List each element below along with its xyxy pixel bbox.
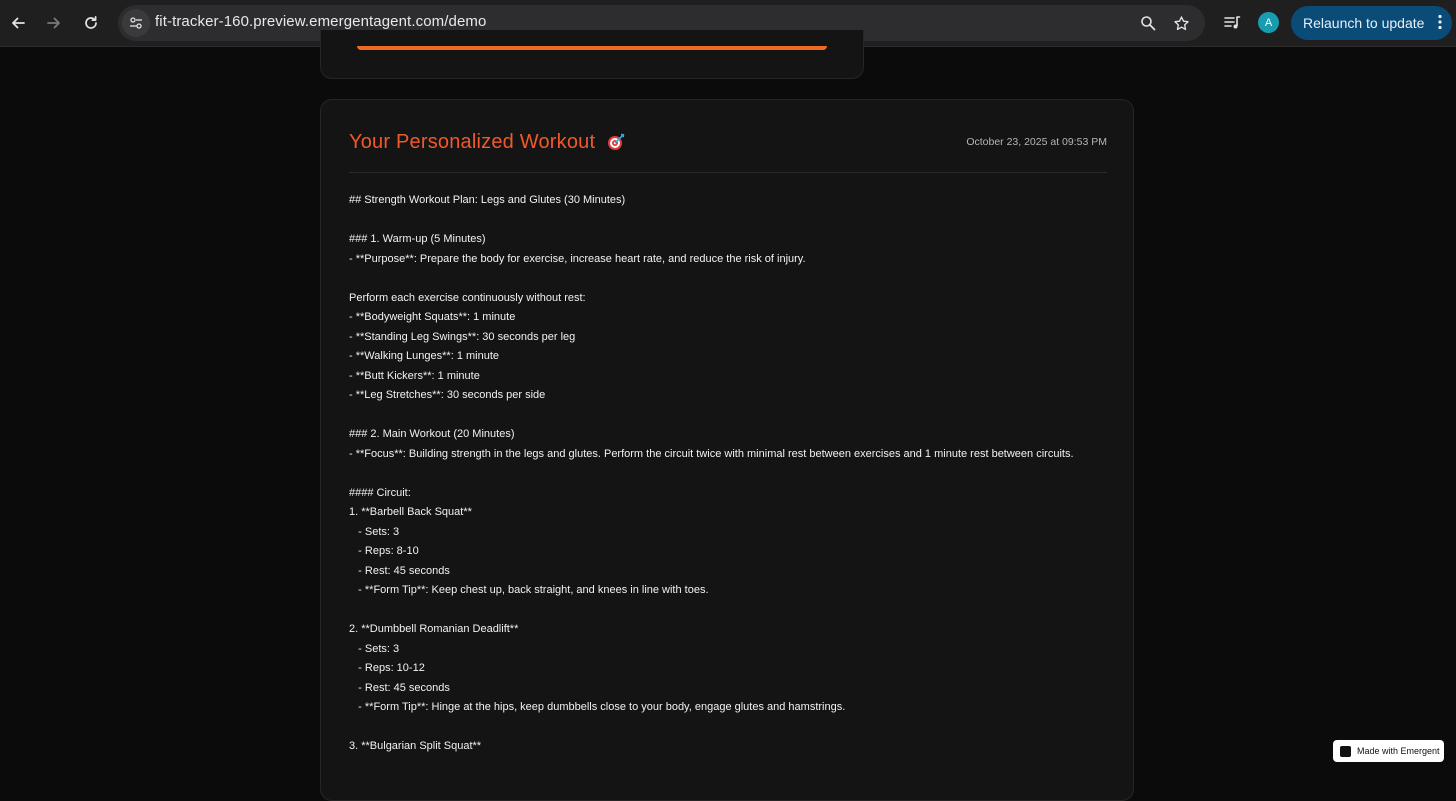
more-vert-icon bbox=[1438, 14, 1442, 30]
profile-avatar[interactable]: A bbox=[1258, 12, 1279, 33]
plan-line: - Sets: 3 bbox=[349, 525, 400, 538]
plan-line: - Rest: 45 seconds bbox=[349, 681, 450, 694]
plan-line: - **Butt Kickers**: 1 minute bbox=[349, 369, 480, 382]
relaunch-label: Relaunch to update bbox=[1303, 15, 1425, 31]
blank-line bbox=[349, 464, 1097, 484]
workout-title bbox=[349, 131, 625, 157]
blank-line bbox=[349, 406, 1097, 426]
blank-line bbox=[349, 601, 1097, 621]
plan-line: - Reps: 10-12 bbox=[349, 662, 425, 674]
back-button[interactable] bbox=[3, 8, 33, 38]
workout-date: October 23, 2025 at 09:53 PM bbox=[966, 136, 1107, 148]
plan-line: - **Focus**: Building strength in the legs and glutes. Perform the circuit twice with minimal rest between exercises and 1 minute rest between circuits. bbox=[349, 447, 1074, 460]
plan-line: ### 1. Warm-up (5 Minutes) bbox=[349, 233, 486, 245]
zoom-button[interactable] bbox=[1136, 11, 1160, 35]
tune-icon bbox=[129, 16, 143, 30]
relaunch-button[interactable] bbox=[1291, 6, 1452, 40]
plan-line: 1. **Barbell Back Squat** bbox=[349, 506, 472, 518]
reload-icon bbox=[83, 15, 99, 31]
plan-line: - Reps: 8-10 bbox=[349, 545, 419, 557]
made-with-emergent-badge[interactable] bbox=[1333, 740, 1444, 762]
forward-arrow-icon bbox=[46, 15, 62, 31]
plan-line: ## Strength Workout Plan: Legs and Glutes (30 Minutes) bbox=[349, 194, 626, 206]
search-icon bbox=[1140, 15, 1156, 31]
plan-line: Perform each exercise continuously without rest: bbox=[349, 291, 586, 304]
plan-line: - **Form Tip**: Keep chest up, back straight, and knees in line with toes. bbox=[349, 584, 709, 596]
plan-line: - **Bodyweight Squats**: 1 minute bbox=[349, 311, 516, 323]
divider bbox=[349, 172, 1107, 173]
reload-button[interactable] bbox=[76, 8, 106, 38]
emergent-logo-icon bbox=[1340, 746, 1351, 757]
workout-plan-text bbox=[349, 191, 1097, 757]
url-text[interactable]: fit-tracker-160.preview.emergentagent.com/demo bbox=[155, 13, 487, 30]
forward-button[interactable] bbox=[39, 8, 69, 38]
plan-line: - Rest: 45 seconds bbox=[349, 564, 450, 577]
plan-line: - **Form Tip**: Hinge at the hips, keep dumbbells close to your body, engage glutes and hamstrings. bbox=[349, 701, 846, 713]
media-control-button[interactable] bbox=[1219, 10, 1245, 36]
workout-title-text: Your Personalized Workout bbox=[349, 131, 596, 153]
plan-line: 3. **Bulgarian Split Squat** bbox=[349, 740, 482, 752]
back-arrow-icon bbox=[10, 15, 26, 31]
star-icon bbox=[1173, 15, 1190, 32]
queue-music-icon bbox=[1223, 14, 1241, 32]
blank-line bbox=[349, 269, 1097, 289]
previous-form-card bbox=[320, 30, 864, 79]
plan-line: - **Purpose**: Prepare the body for exercise, increase heart rate, and reduce the risk of injury. bbox=[349, 252, 806, 265]
plan-line: - **Standing Leg Swings**: 30 seconds per leg bbox=[349, 330, 576, 343]
site-info-button[interactable] bbox=[122, 9, 150, 37]
blank-line bbox=[349, 718, 1097, 738]
blank-line bbox=[349, 211, 1097, 231]
plan-line: #### Circuit: bbox=[349, 486, 411, 499]
plan-line: - **Leg Stretches**: 30 seconds per side bbox=[349, 389, 546, 401]
badge-label: Made with Emergent bbox=[1357, 746, 1440, 756]
bookmark-button[interactable] bbox=[1169, 11, 1193, 35]
plan-line: - Sets: 3 bbox=[349, 642, 400, 655]
workout-result-card bbox=[320, 99, 1134, 801]
plan-line: 2. **Dumbbell Romanian Deadlift** bbox=[349, 623, 519, 635]
plan-line: - **Walking Lunges**: 1 minute bbox=[349, 350, 500, 362]
generate-workout-button[interactable] bbox=[357, 46, 827, 50]
plan-line: ### 2. Main Workout (20 Minutes) bbox=[349, 428, 515, 440]
target-icon bbox=[607, 133, 625, 157]
